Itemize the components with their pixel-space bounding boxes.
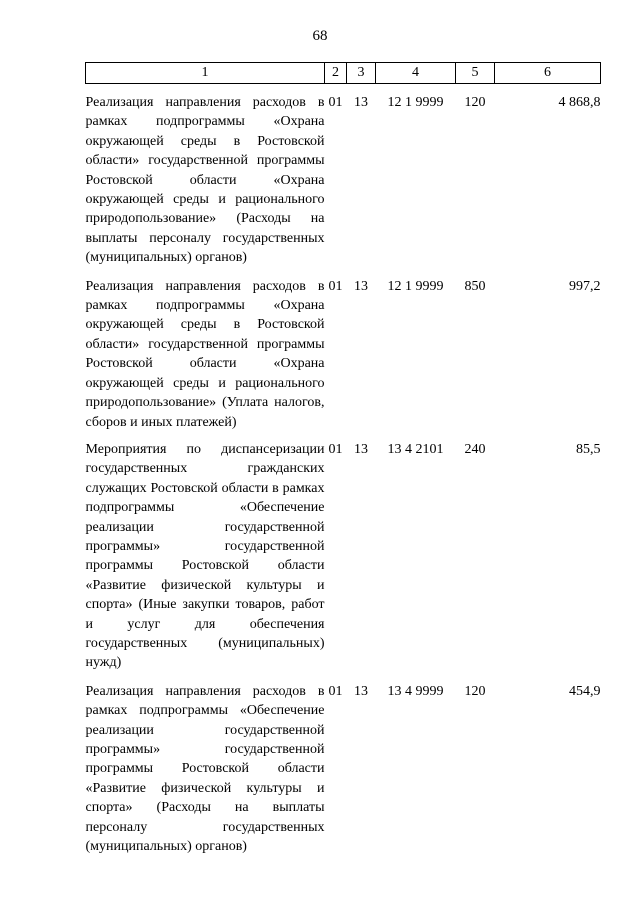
table-row [86,440,601,682]
section-code: 01 [328,278,343,294]
expense-type-code: 850 [464,278,486,294]
amount: 454,9 [569,683,601,699]
table-header-row [86,63,601,84]
column-header: 1 [86,63,325,84]
budget-table [85,62,601,856]
subsection-code: 13 [354,95,368,110]
section-code: 01 [328,95,343,110]
expense-type-code: 120 [464,683,486,699]
table-row [86,682,601,857]
target-article-code: 12 1 9999 [387,278,444,294]
target-article-code: 12 1 9999 [387,95,444,110]
column-header: 2 [325,63,347,84]
column-header: 3 [347,63,376,84]
column-header: 5 [456,63,495,84]
expense-type-code: 120 [464,95,486,110]
subsection-code: 13 [354,683,368,699]
column-header: 6 [495,63,601,84]
amount: 4 868,8 [558,95,601,110]
amount: 997,2 [569,278,601,294]
row-description: Реализация направления расходов в рамках подпрограммы «Охрана окружающей среды в Ростовской области» государственной программы Ростовской области «Охрана окружающей среды и рационального природопользование» (Уплата налогов, сборов и иных платежей) [85,278,325,430]
section-code: 01 [328,683,343,699]
target-article-code: 13 4 9999 [387,683,444,699]
column-header: 4 [376,63,456,84]
table-row [86,277,601,440]
subsection-code: 13 [354,441,368,457]
subsection-code: 13 [354,278,368,294]
amount: 85,5 [576,441,601,457]
page-number: 68 [312,28,328,44]
row-description: Реализация направления расходов в рамках подпрограммы «Охрана окружающей среды в Ростовской области» государственной программы Ростовской области «Охрана окружающей среды и рационального природопользование» (Расходы на выплаты персоналу государственных (муниципальных) органов) [85,95,325,266]
row-description: Реализация направления расходов в рамках подпрограммы «Обеспечение реализации государственной программы» государственной программы Ростовской области «Развитие физической культуры и спорта» (Расходы на выплаты персоналу государственных (муниципальных) органов) [85,683,325,855]
row-description: Мероприятия по диспансеризации государственных гражданских служащих Ростовской области в рамках подпрограммы «Обеспечение реализации государственной программы» государственной программы Ростовской области «Развитие физической культуры и спорта» (Иные закупки товаров, работ и услуг для обеспечения государственных (муниципальных) нужд) [85,441,325,671]
section-code: 01 [328,441,343,457]
expense-type-code: 240 [464,441,486,457]
target-article-code: 13 4 2101 [387,441,444,457]
table-row [86,84,601,277]
